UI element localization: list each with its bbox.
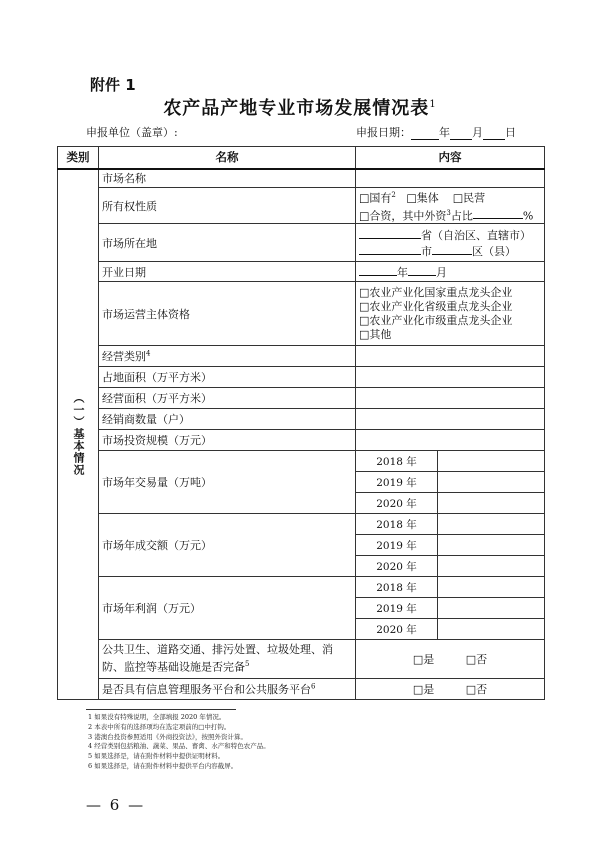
row-label-turnover: 市场年成交额（万元）	[99, 514, 356, 577]
trade-volume-2019-input[interactable]	[438, 472, 545, 493]
footnote-3: 3 港澳台投资参照适用《外商投资法》，按照外资计算。	[88, 732, 247, 741]
ownership-collective-checkbox[interactable]: □集体	[406, 191, 439, 205]
county-label: 区（县）	[472, 244, 516, 258]
row-label-open-date: 开业日期	[99, 262, 356, 282]
row-label-investment: 市场投资规模（万元）	[99, 430, 356, 451]
market-name-input[interactable]	[356, 169, 545, 188]
year-label-2019: 2019 年	[356, 598, 438, 619]
footnote-ref-6: 6	[311, 682, 316, 691]
year-label-2020: 2020 年	[356, 619, 438, 640]
year-label-2018: 2018 年	[356, 577, 438, 598]
ownership-options	[356, 188, 545, 224]
table-row	[58, 282, 545, 346]
table-row	[58, 409, 545, 430]
table-row	[58, 430, 545, 451]
footnote-ref-3: 3	[446, 208, 451, 217]
turnover-2019-input[interactable]	[438, 535, 545, 556]
info-platform-yes-checkbox[interactable]: □是	[412, 683, 435, 697]
table-row	[58, 451, 545, 472]
table-row	[58, 640, 545, 679]
row-label-dealers: 经销商数量（户）	[99, 409, 356, 430]
table-row	[58, 346, 545, 367]
footnotes	[88, 713, 270, 772]
city-input[interactable]	[359, 243, 421, 255]
attachment-label: 附件 1	[90, 76, 136, 94]
dealers-input[interactable]	[356, 409, 545, 430]
foreign-share-label: 占比	[450, 209, 473, 223]
title-footnote-ref: 1	[429, 99, 437, 110]
col-header-content: 内容	[356, 147, 545, 169]
operator-options	[356, 282, 545, 346]
public-facilities-options	[356, 640, 545, 679]
open-year-label: 年	[397, 265, 408, 279]
year-label-2018: 2018 年	[356, 451, 438, 472]
open-year-input[interactable]	[359, 264, 397, 276]
public-facilities-yes-checkbox[interactable]: □是	[412, 653, 435, 667]
row-label-land-area: 占地面积（万平方米）	[99, 367, 356, 388]
operator-national-checkbox[interactable]: □农业产业化国家重点龙头企业	[359, 285, 513, 299]
profit-2020-input[interactable]	[438, 619, 545, 640]
year-label-2019: 2019 年	[356, 535, 438, 556]
info-platform-no-checkbox[interactable]: □否	[465, 683, 488, 697]
operator-provincial-checkbox[interactable]: □农业产业化省级重点龙头企业	[359, 299, 513, 313]
city-label: 市	[421, 244, 432, 258]
page-number: — 6 —	[86, 796, 146, 814]
operator-other-checkbox[interactable]: □其他	[359, 327, 392, 341]
foreign-share-input[interactable]	[473, 207, 523, 219]
open-month-label: 月	[436, 265, 447, 279]
row-label-trade-volume: 市场年交易量（万吨）	[99, 451, 356, 514]
month-blank[interactable]	[450, 128, 472, 140]
row-label-public-facilities: 公共卫生、道路交通、排污处置、垃圾处理、消防、监控等基础设施是否完备$^5$	[99, 640, 356, 679]
day-blank[interactable]	[483, 128, 505, 140]
footnote-2: 2 本表中所有的选择项均在选定项前的□中打钩。	[88, 722, 231, 731]
date-month-label: 月	[472, 126, 483, 139]
row-label-market-name: 市场名称	[99, 169, 356, 188]
row-label-ownership: 所有权性质	[99, 188, 356, 224]
table-header-row	[58, 147, 545, 169]
county-input[interactable]	[432, 243, 472, 255]
market-info-table	[57, 146, 545, 700]
col-header-name: 名称	[99, 147, 356, 169]
year-blank[interactable]	[411, 128, 439, 140]
footnote-ref-2: 2	[391, 191, 396, 199]
date-day-label: 日	[505, 126, 516, 139]
operator-municipal-checkbox[interactable]: □农业产业化市级重点龙头企业	[359, 313, 513, 327]
footnote-5: 5 如果选择是，请在附件材料中提供证明材料。	[88, 752, 225, 761]
table-row	[58, 188, 545, 224]
col-header-category: 类别	[58, 147, 99, 169]
year-label-2019: 2019 年	[356, 472, 438, 493]
category-label: （一）基本情况	[72, 392, 85, 477]
info-platform-options	[356, 679, 545, 700]
business-type-input[interactable]	[356, 346, 545, 367]
location-fields	[356, 224, 545, 262]
table-row	[58, 679, 545, 700]
footnote-4: 4 经营类别包括粮油、蔬菜、果品、畜禽、水产和特色农产品。	[88, 742, 270, 751]
province-label: 省（自治区、直辖市）	[421, 228, 531, 242]
year-label-2020: 2020 年	[356, 493, 438, 514]
investment-input[interactable]	[356, 430, 545, 451]
open-month-input[interactable]	[408, 264, 436, 276]
application-date	[356, 124, 516, 140]
date-label: 申报日期：	[356, 126, 411, 139]
footnote-ref-5: 5	[245, 660, 250, 669]
title-text: 农产品产地专业市场发展情况表	[163, 98, 430, 119]
trade-volume-2020-input[interactable]	[438, 493, 545, 514]
trade-volume-2018-input[interactable]	[438, 451, 545, 472]
row-label-operator: 市场运营主体资格	[99, 282, 356, 346]
profit-2019-input[interactable]	[438, 598, 545, 619]
row-label-business-type: 经营类别$^4$	[99, 346, 356, 367]
ownership-state-checkbox[interactable]: □国有	[359, 191, 392, 205]
land-area-input[interactable]	[356, 367, 545, 388]
public-facilities-no-checkbox[interactable]: □否	[465, 653, 488, 667]
year-label-2018: 2018 年	[356, 514, 438, 535]
profit-2018-input[interactable]	[438, 577, 545, 598]
footnote-6: 6 如果选择是，请在附件材料中提供平台内容截屏。	[88, 761, 238, 770]
table-row	[58, 367, 545, 388]
table-row	[58, 514, 545, 535]
ownership-private-checkbox[interactable]: □民营	[452, 191, 486, 205]
row-label-profit: 市场年利润（万元）	[99, 577, 356, 640]
row-label-business-area: 经营面积（万平方米）	[99, 388, 356, 409]
year-label-2020: 2020 年	[356, 556, 438, 577]
open-date-fields	[356, 262, 545, 282]
province-input[interactable]	[359, 227, 421, 239]
page-title	[0, 94, 600, 120]
table-row	[58, 388, 545, 409]
date-year-label: 年	[439, 126, 450, 139]
percent-sign: %	[522, 209, 534, 223]
business-area-input[interactable]	[356, 388, 545, 409]
table-row	[58, 577, 545, 598]
footnote-divider	[86, 709, 236, 710]
row-label-info-platform: 是否具有信息管理服务平台和公共服务平台$^6$	[99, 679, 356, 700]
ownership-joint-checkbox[interactable]: □合资，其中外资	[359, 209, 447, 223]
turnover-2018-input[interactable]	[438, 514, 545, 535]
table-row	[58, 262, 545, 282]
category-cell	[58, 169, 99, 700]
footnote-1: 1 如果没有特殊说明，全部填报 2020 年情况。	[88, 713, 226, 721]
turnover-2020-input[interactable]	[438, 556, 545, 577]
row-label-location: 市场所在地	[99, 224, 356, 262]
table-row	[58, 224, 545, 262]
table-row	[58, 169, 545, 188]
footnote-ref-4: 4	[146, 349, 151, 358]
applicant-unit-label: 申报单位（盖章）:	[86, 126, 178, 139]
